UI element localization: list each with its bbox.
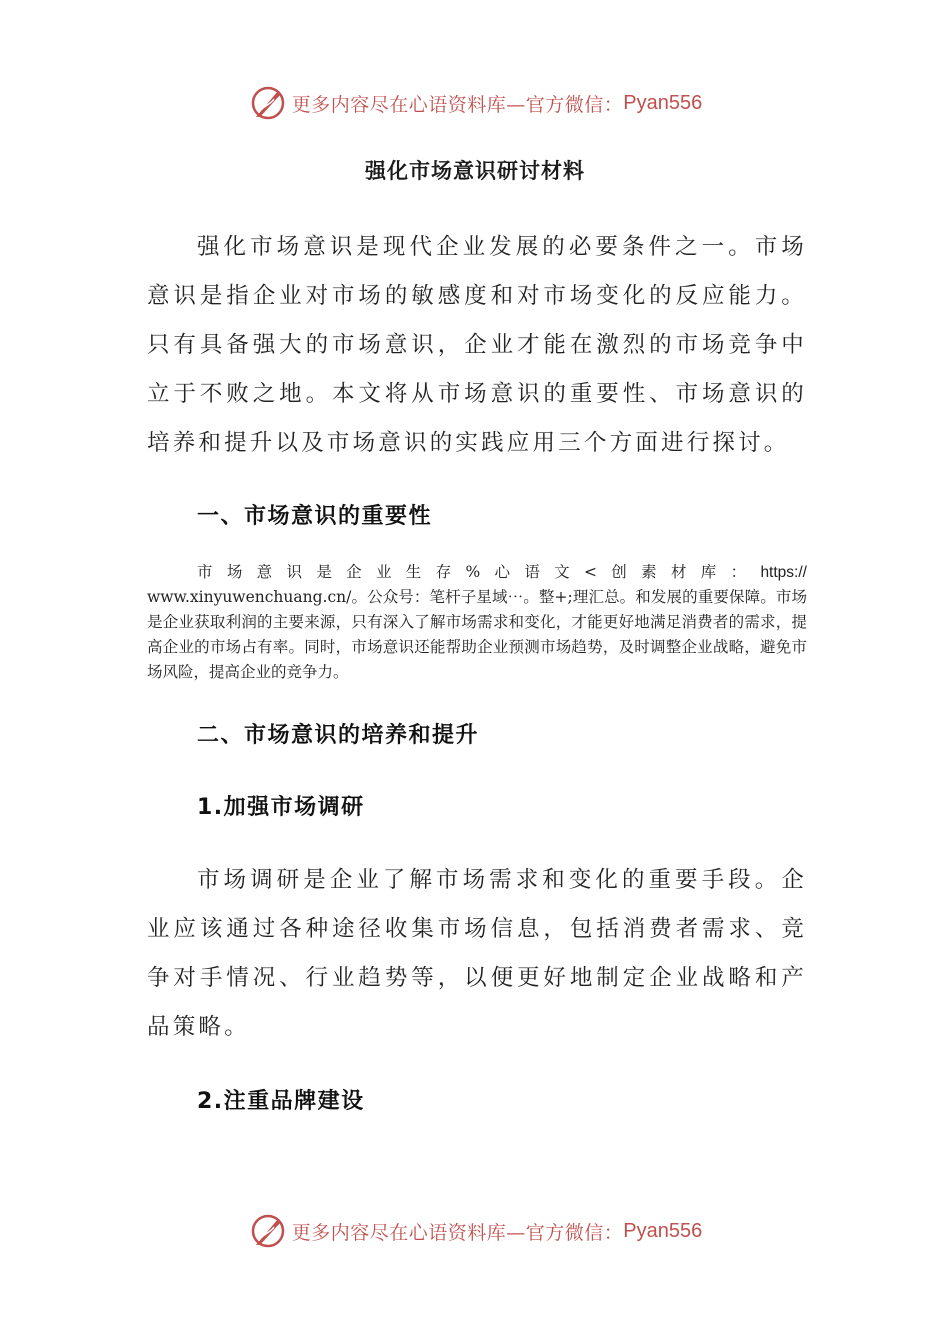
- line1-char: 生: [405, 563, 422, 581]
- line1-char: 库: [700, 563, 717, 581]
- banner-wechat-id: Pyan556: [623, 91, 703, 114]
- line1-char: <: [583, 563, 597, 581]
- quill-logo-icon: [248, 83, 288, 123]
- section1-paragraph: [147, 560, 807, 685]
- line1-char: 业: [375, 563, 392, 581]
- line1-char: 企: [346, 563, 362, 581]
- line1-char: 材: [670, 563, 687, 581]
- section1-heading: 一、市场意识的重要性: [197, 504, 433, 529]
- line1-char: 语: [524, 563, 540, 581]
- line1-char: 识: [286, 563, 302, 581]
- footer-banner: [0, 1206, 950, 1256]
- line1-char: ：: [730, 563, 747, 581]
- subsection1-paragraph: 市场调研是企业了解市场需求和变化的重要手段。企业应该通过各种途径收集市场信息，包括消费者需求、竞争对手情况、行业趋势等，以便更好地制定企业战略和产品策略。: [147, 867, 807, 1040]
- intro-paragraph: 强化市场意识是现代企业发展的必要条件之一。市场意识是指企业对市场的敏感度和对市场变化的反应能力。只有具备强大的市场意识，企业才能在激烈的市场竞争中立于不败之地。本文将从市场意识的重要性、市场意识的培养和提升以及市场意识的实践应用三个方面进行探讨。: [147, 234, 807, 456]
- banner-text: 更多内容尽在心语资料库—官方微信：: [291, 93, 624, 116]
- line1-char: 素: [641, 563, 657, 581]
- line1-char: 文: [554, 563, 570, 581]
- section1-first-line: [147, 560, 807, 585]
- header-banner: [0, 78, 950, 128]
- quill-logo-icon: [248, 1211, 288, 1251]
- section2-heading: 二、市场意识的培养和提升: [197, 723, 480, 748]
- section1-rest: www.xinyuwenchuang.cn/。公众号：笔杆子星域⋯。整+;理汇总。和发展的重要保障。市场是企业获取利润的主要来源，只有深入了解市场需求和变化，才能更好地满足消费者的需求，提高企业的市场占有率。同时，市场意识还能帮助企业预测市场趋势，及时调整企业战略，避免市场风险，提高企业的竞争力。: [147, 588, 807, 681]
- subsection1-heading: 1.加强市场调研: [197, 795, 365, 820]
- document-title: 强化市场意识研讨材料: [365, 159, 585, 183]
- line1-char: https://: [760, 564, 807, 581]
- line1-char: 存: [435, 563, 452, 581]
- line1-char: 意: [256, 563, 273, 581]
- line1-char: 心: [494, 563, 511, 581]
- line1-char: 创: [611, 563, 627, 581]
- banner-text: 更多内容尽在心语资料库—官方微信：: [291, 1221, 624, 1244]
- banner-wechat-id: Pyan556: [623, 1219, 703, 1242]
- line1-char: 市: [197, 563, 213, 581]
- line1-char: %: [465, 563, 481, 581]
- line1-char: 场: [226, 563, 243, 581]
- line1-char: 是: [316, 563, 332, 581]
- subsection2-heading: 2.注重品牌建设: [197, 1089, 365, 1114]
